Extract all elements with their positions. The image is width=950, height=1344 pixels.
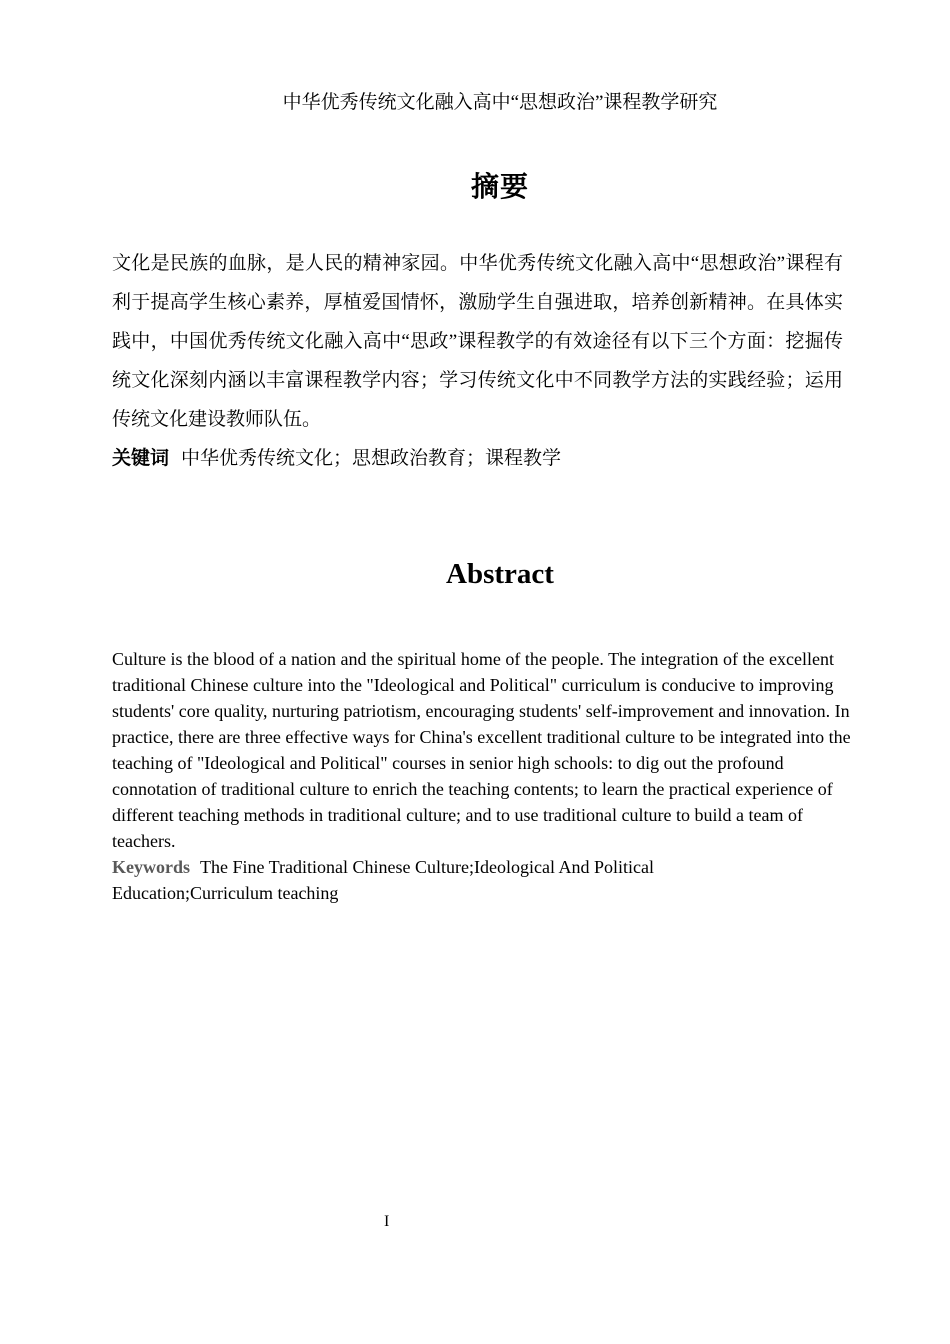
- abstract-en-paragraph: Culture is the blood of a nation and the spiritual home of the people. The integration of the excellent traditional Chinese culture into the "Ideological and Political" curriculum is conducive to improving students' core quality, nurturing patriotism, encouraging students' self-improvement and innovation. In practice, there are three effective ways for China's excellent traditional culture to be integrated into the teaching of "Ideological and Political" courses in senior high schools: to dig out the profound connotation of traditional culture to enrich the teaching contents; to learn the practical experience of different teaching methods in traditional culture; and to use traditional culture to build a team of teachers.: [112, 649, 851, 851]
- abstract-en-heading: Abstract: [446, 558, 554, 590]
- abstract-cn-heading: 摘要: [470, 171, 529, 202]
- keywords-cn-line: [112, 439, 843, 478]
- abstract-cn-section: [112, 244, 843, 478]
- running-header-title: 中华优秀传统文化融入高中“思想政治”课程教学研究: [282, 92, 718, 113]
- keywords-en-label: Keywords: [112, 857, 190, 877]
- keywords-cn-label: 关键词: [112, 448, 170, 469]
- page-number: I: [384, 1213, 390, 1230]
- keywords-en-line: [112, 854, 812, 906]
- keywords-en-text: The Fine Traditional Chinese Culture;Ideological And Political Education;Curriculum teaching: [112, 857, 654, 903]
- abstract-cn-paragraph: 文化是民族的血脉，是人民的精神家园。中华优秀传统文化融入高中“思想政治”课程有利于提高学生核心素养，厚植爱国情怀，激励学生自强进取，培养创新精神。在具体实践中，中国优秀传统文化融入高中“思政”课程教学的有效途径有以下三个方面：挖掘传统文化深刻内涵以丰富课程教学内容；学习传统文化中不同教学方法的实践经验；运用传统文化建设教师队伍。: [112, 253, 843, 430]
- keywords-cn-text: 中华优秀传统文化；思想政治教育；课程教学: [181, 448, 562, 469]
- abstract-en-section: [112, 646, 862, 906]
